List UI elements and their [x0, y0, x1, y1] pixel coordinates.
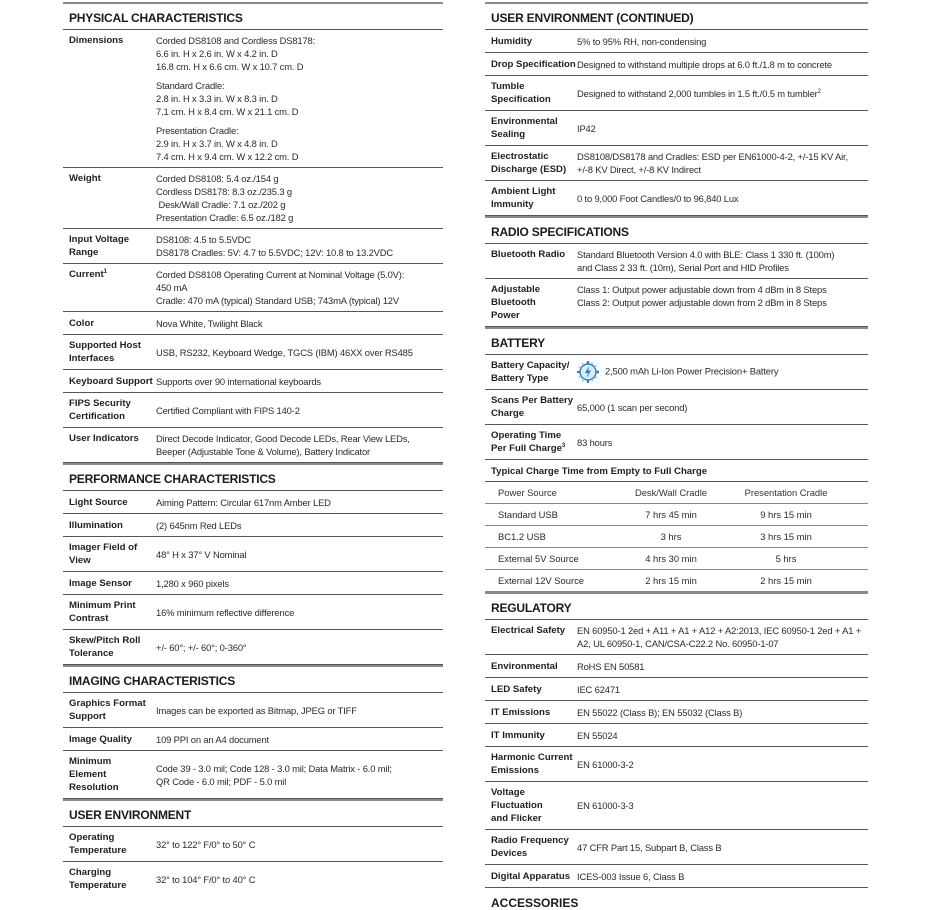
spec-row [63, 693, 443, 728]
spec-value: (2) 645nm Red LEDs [156, 519, 242, 531]
spec-row-tumble [485, 76, 868, 111]
spec-value: ICES-003 Issue 6, Class B [577, 870, 685, 882]
table-cell: 4 hrs 30 min [645, 553, 697, 564]
value-line: 450 mA [156, 282, 188, 293]
table-cell: 3 hrs [660, 531, 682, 542]
spec-row-bluetooth [485, 244, 868, 279]
value-text: 2,500 mAh Li-Ion Power Precision+ Battery [605, 365, 779, 377]
spec-label: Image Quality [69, 733, 132, 745]
spec-row [485, 747, 868, 782]
spec-value: Aiming Pattern: Circular 617nm Amber LED [156, 496, 331, 508]
value-line: A2, UL 60950-1, CAN/CSA-C22.2 No. 60950-1-07 [577, 638, 779, 649]
value-line: Class 2: Output power adjustable down from 2 dBm in 8 Steps [577, 297, 827, 308]
spec-row [485, 724, 868, 747]
spec-value: EN 61000-3-2 [577, 758, 634, 770]
section-heading-user-environment: USER ENVIRONMENT [63, 799, 443, 827]
section-heading-physical: PHYSICAL CHARACTERISTICS [63, 2, 443, 30]
charge-table-header [485, 482, 868, 504]
spec-label: FIPS Security Certification [69, 398, 131, 422]
spec-row [485, 30, 868, 53]
value-line: EN 60950-1 2ed + A11 + A1 + A12 + A2:2013, IEC 60950-1 2ed + A1 + [577, 625, 862, 636]
spec-row [63, 514, 443, 537]
spec-label: Voltage Fluctuation and Flicker [491, 787, 543, 824]
charge-table-row [485, 548, 868, 570]
spec-row-weight [63, 168, 443, 229]
value-line: 2.8 in. H x 3.3 in. W x 8.3 in. D [156, 93, 278, 104]
section-heading-user-environment-continued: USER ENVIRONMENT (CONTINUED) [485, 2, 868, 30]
spec-row [63, 572, 443, 595]
spec-label: Drop Specification [491, 58, 576, 70]
spec-label: Light Source [69, 496, 128, 508]
spec-value: EN 61000-3-3 [577, 800, 634, 811]
spec-label: Tumble Specification [491, 81, 551, 105]
spec-value [577, 620, 868, 654]
group-heading: Standard Cradle: [156, 80, 225, 91]
spec-row-electrical-safety [485, 620, 868, 655]
spec-label: Digital Apparatus [491, 870, 571, 882]
footnote-marker: 3 [561, 442, 566, 449]
spec-row-fips [63, 393, 443, 428]
spec-value [156, 428, 443, 462]
value-line: Cradle: 470 mA (typical) Standard USB; 743mA (typical) 12V [156, 295, 399, 306]
charge-table-row [485, 570, 868, 592]
value-line: Desk/Wall Cradle: 7.1 oz./202 g [156, 199, 286, 210]
spec-value [577, 83, 868, 104]
spec-row [485, 701, 868, 724]
value-line: 16.8 cm. H x 6.6 cm. W x 10.7 cm. D [156, 61, 304, 72]
charge-table-row [485, 504, 868, 526]
spec-label: Skew/Pitch Roll Tolerance [69, 635, 141, 659]
spec-label: Image Sensor [69, 577, 132, 589]
spec-label: Illumination [69, 519, 123, 531]
spec-value [577, 244, 868, 278]
label-text: Operating Time Per Full Charge [491, 430, 562, 454]
value-line: +/-8 KV Direct, +/-8 KV Indirect [577, 164, 701, 175]
spec-value: 1,280 x 960 pixels [156, 577, 229, 589]
spec-row-min-resolution [63, 751, 443, 799]
spec-label: Graphics Format Support [69, 698, 146, 722]
spec-label: Operating Temperature [69, 832, 127, 856]
spec-row-host-interfaces [63, 335, 443, 370]
spec-label: Electrical Safety [491, 625, 566, 636]
spec-label: Input Voltage Range [69, 234, 130, 258]
value-line: Cordless DS8178: 8.3 oz./235.3 g [156, 186, 292, 197]
value-line: Code 39 - 3.0 mil; Code 128 - 3.0 mil; Data Matrix - 6.0 mil; [156, 762, 392, 774]
value-text: Designed to withstand 2,000 tumbles in 1.5 ft./0.5 m tumbler [577, 87, 818, 99]
spec-row [63, 862, 443, 896]
value-line: Corded DS8108: 5.4 oz./154 g [156, 173, 279, 184]
group-heading: Corded DS8108 and Cordless DS8178: [156, 35, 316, 46]
spec-label: Adjustable Bluetooth Power [491, 284, 541, 321]
spec-value: 65,000 (1 scan per second) [577, 401, 688, 413]
value-line: 7.1 cm. H x 8.4 cm. W x 21.1 cm. D [156, 106, 299, 117]
spec-row [485, 782, 868, 830]
spec-value [577, 146, 868, 180]
spec-value [156, 264, 443, 311]
spec-value: 47 CFR Part 15, Subpart B, Class B [577, 841, 722, 853]
spec-label: Color [69, 317, 95, 329]
table-cell: External 5V Source [498, 553, 579, 564]
value-line: 6.6 in. H x 2.6 in. W x 4.2 in. D [156, 48, 278, 59]
spec-row-user-indicators [63, 428, 443, 463]
spec-value: Supports over 90 international keyboards [156, 375, 321, 387]
section-heading-battery: BATTERY [485, 327, 868, 355]
spec-row [63, 595, 443, 630]
spec-value: IEC 62471 [577, 683, 620, 695]
spec-value [156, 168, 443, 228]
spec-label [485, 425, 577, 459]
table-cell: 9 hrs 15 min [760, 509, 812, 520]
spec-label: Minimum Print Contrast [69, 600, 136, 624]
spec-value: 32° to 104° F/0° to 40° C [156, 873, 256, 885]
spec-label: Radio Frequency Devices [491, 835, 569, 859]
spec-value: 48° H x 37° V Nominal [156, 548, 247, 560]
spec-value: RoHS EN 50581 [577, 660, 645, 672]
spec-row-ambient [485, 181, 868, 216]
spec-label: Ambient Light Immunity [491, 186, 556, 210]
table-cell: 3 hrs 15 min [760, 531, 812, 542]
table-cell: 7 hrs 45 min [645, 509, 697, 520]
table-cell: External 12V Source [498, 575, 584, 586]
spec-label: LED Safety [491, 683, 542, 695]
dimension-group [156, 79, 441, 118]
spec-label: Supported Host Interfaces [69, 340, 141, 364]
spec-row [63, 630, 443, 665]
value-line: Corded DS8108 Operating Current at Nominal Voltage (5.0V): [156, 269, 405, 280]
value-line: DS8178 Cradles: 5V: 4.7 to 5.5VDC; 12V: 10.8 to 13.2VDC [156, 247, 394, 258]
spec-row [63, 827, 443, 862]
spec-label: Dimensions [69, 35, 124, 46]
value-line: Beeper (Adjustable Tone & Volume), Battery Indicator [156, 446, 371, 457]
spec-value: Certified Compliant with FIPS 140-2 [156, 404, 300, 416]
value-line: Standard Bluetooth Version 4.0 with BLE: Class 1 330 ft. (100m) [577, 249, 835, 260]
spec-value: IP42 [577, 122, 596, 134]
spec-row-current [63, 264, 443, 312]
spec-label: IT Emissions [491, 706, 551, 718]
value-line: and Class 2 33 ft. (10m), Serial Port and HID Profiles [577, 262, 789, 273]
value-line: Direct Decode Indicator, Good Decode LEDs, Rear View LEDs, [156, 433, 410, 444]
spec-value: +/- 60°; +/- 60°; 0-360° [156, 641, 247, 653]
spec-row [485, 830, 868, 865]
spec-value: USB, RS232, Keyboard Wedge, TGCS (IBM) 46XX over RS485 [156, 346, 413, 358]
value-line: DS8108/DS8178 and Cradles: ESD per EN61000-4-2, +/-15 KV Air, [577, 151, 848, 162]
spec-label: Minimum Element Resolution [69, 756, 119, 793]
spec-row-color [63, 312, 443, 335]
section-heading-performance: PERFORMANCE CHARACTERISTICS [63, 463, 443, 491]
spec-label: Battery Capacity/ Battery Type [491, 360, 570, 384]
spec-row-scans [485, 390, 868, 425]
column-header: Power Source [498, 487, 557, 498]
spec-label: Humidity [491, 35, 533, 47]
spec-value: 0 to 9,000 Foot Candles/0 to 96,840 Lux [577, 192, 739, 204]
spec-value [156, 229, 443, 263]
spec-label: Harmonic Current Emissions [491, 752, 573, 776]
value-line: QR Code - 6.0 mil; PDF - 5.0 mil [156, 775, 287, 787]
charge-table-title: Typical Charge Time from Empty to Full Charge [485, 460, 868, 482]
spec-row [63, 491, 443, 514]
group-heading: Presentation Cradle: [156, 125, 239, 136]
left-column [63, 0, 443, 896]
spec-label: Bluetooth Radio [491, 249, 566, 260]
label-text: Current [69, 269, 104, 280]
spec-row-input-voltage [63, 229, 443, 264]
dimension-group [156, 124, 441, 163]
spec-row-esd [485, 146, 868, 181]
spec-row [485, 865, 868, 888]
spec-value: Images can be exported as Bitmap, JPEG or TIFF [156, 704, 357, 716]
spec-row-op-time [485, 425, 868, 460]
spec-value: Nova White, Twilight Black [156, 317, 263, 329]
spec-value: 109 PPI on an A4 document [156, 733, 270, 745]
table-cell: BC1.2 USB [498, 531, 546, 542]
spec-value: EN 55022 (Class B); EN 55032 (Class B) [577, 706, 743, 718]
spec-value [577, 357, 868, 387]
spec-row [485, 678, 868, 701]
table-cell: 2 hrs 15 min [760, 575, 812, 586]
spec-row [63, 728, 443, 751]
spec-label: Environmental [491, 660, 558, 672]
spec-label [63, 264, 156, 285]
spec-row [63, 537, 443, 572]
spec-label: Keyboard Support [69, 375, 153, 387]
right-column [485, 0, 868, 910]
section-heading-accessories: ACCESSORIES [491, 896, 579, 910]
spec-value [156, 30, 443, 167]
section-heading-regulatory: REGULATORY [485, 592, 868, 620]
footnote-marker: 2 [817, 88, 821, 95]
charge-table-row [485, 526, 868, 548]
spec-label: Charging Temperature [69, 867, 127, 891]
spec-value: 16% minimum reflective difference [156, 606, 295, 618]
spec-row-sealing [485, 111, 868, 146]
spec-label: Scans Per Battery Charge [491, 395, 574, 419]
value-line: Presentation Cradle: 6.5 oz./182 g [156, 212, 294, 223]
spec-value: 5% to 95% RH, non-condensing [577, 35, 707, 47]
value-line: 2.9 in. H x 3.7 in. W x 4.8 in. D [156, 138, 278, 149]
spec-label: Electrostatic Discharge (ESD) [491, 151, 567, 175]
spec-row [485, 53, 868, 76]
table-cell: 5 hrs [775, 553, 797, 564]
spec-value: 32° to 122° F/0° to 50° C [156, 838, 256, 850]
spec-value: EN 55024 [577, 729, 618, 741]
power-precision-battery-icon [577, 361, 599, 383]
spec-row-keyboard [63, 370, 443, 393]
dimension-group [156, 34, 441, 73]
spec-row-dimensions [63, 30, 443, 168]
spec-value: 83 hours [577, 436, 613, 448]
section-heading-imaging: IMAGING CHARACTERISTICS [63, 665, 443, 693]
spec-label: User Indicators [69, 433, 139, 444]
table-cell: 2 hrs 15 min [645, 575, 697, 586]
table-cell: Standard USB [498, 509, 558, 520]
spec-label: Environmental Sealing [491, 116, 558, 140]
spec-value [577, 279, 868, 313]
value-line: 7.4 cm. H x 9.4 cm. W x 12.2 cm. D [156, 151, 299, 162]
spec-value: Designed to withstand multiple drops at 6.0 ft./1.8 m to concrete [577, 58, 832, 70]
spec-row [485, 655, 868, 678]
value-line: Class 1: Output power adjustable down from 4 dBm in 8 Steps [577, 284, 827, 295]
spec-label: Imager Field of View [69, 542, 138, 566]
spec-row-battery-capacity [485, 355, 868, 390]
spec-label: Weight [69, 173, 101, 184]
spec-value [156, 758, 443, 792]
column-header: Presentation Cradle [744, 487, 828, 498]
section-heading-radio: RADIO SPECIFICATIONS [485, 216, 868, 244]
column-header: Desk/Wall Cradle [634, 487, 708, 498]
spec-row-bt-power [485, 279, 868, 327]
spec-label: IT Immunity [491, 729, 545, 741]
footnote-marker: 1 [103, 268, 107, 275]
value-line: DS8108: 4.5 to 5.5VDC [156, 234, 251, 245]
